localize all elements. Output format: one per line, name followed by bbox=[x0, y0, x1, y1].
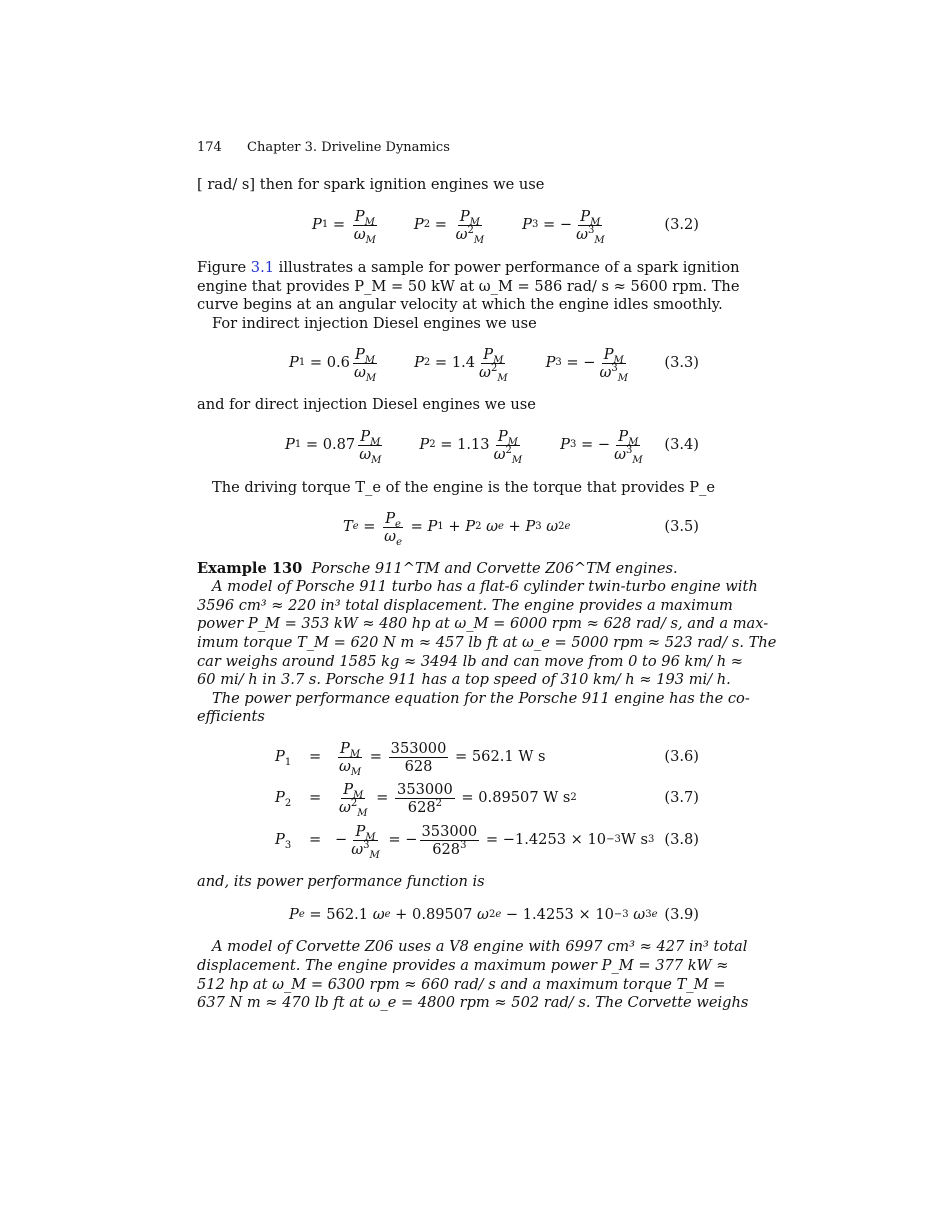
equation-number: (3.7) bbox=[664, 789, 699, 806]
text-line: A model of Corvette Z06 uses a V8 engine with 6997 cm³ ≈ 427 in³ total bbox=[212, 938, 748, 955]
text-line: and, its power performance function is bbox=[197, 873, 485, 890]
equation-3-2: P 1 = $\frac{P_M}{\omega_M}$ P 2 = $\frac{P_M}{\omega^2_M}$ P 3 = − $\frac{P_M}{\omega^3_M}$ (3.2) bbox=[312, 207, 699, 246]
text-line: Figure 3.1 illustrates a sample for power performance of a spark ignition bbox=[197, 259, 740, 276]
equation-number: (3.6) bbox=[664, 748, 699, 765]
text-line: 3596 cm³ ≈ 220 in³ total displacement. The engine provides a maximum bbox=[197, 597, 733, 614]
equation-3-7: $P_2$ = $\frac{P_M}{\omega^2_M}$ = $\frac{353000}{628^2}$ = 0.89507 W s 2 (3.7) bbox=[275, 780, 699, 819]
running-head bbox=[197, 139, 450, 158]
equation-number: (3.2) bbox=[664, 216, 699, 233]
equation-number: (3.4) bbox=[664, 436, 699, 453]
text-line: power P_M = 353 kW ≈ 480 hp at ω_M = 6000 rpm ≈ 628 rad/ s, and a max- bbox=[197, 615, 769, 632]
example-title: Porsche 911^TM and Corvette Z06^TM engines. bbox=[311, 560, 678, 577]
text-line: 512 hp at ω_M = 6300 rpm ≈ 660 rad/ s and a maximum torque T_M = bbox=[197, 976, 726, 993]
text-line: efficients bbox=[197, 708, 265, 725]
equation-3-3: P 1 = 0.6 $\frac{P_M}{\omega_M}$ P 2 = 1.4 $\frac{P_M}{\omega^2_M}$ P 3 = − $\frac{P_M}{\omega^3_M}$ (3.3) bbox=[289, 345, 699, 384]
text-line: displacement. The engine provides a maximum power P_M = 377 kW ≈ bbox=[197, 957, 729, 974]
equation-number: (3.9) bbox=[664, 906, 699, 923]
equation-number: (3.8) bbox=[664, 831, 699, 848]
equation-number: (3.3) bbox=[664, 354, 699, 371]
text-line: imum torque T_M = 620 N m ≈ 457 lb ft at ω_e = 5000 rpm ≈ 523 rad/ s. The bbox=[197, 634, 777, 651]
text-line: engine that provides P_M = 50 kW at ω_M = 586 rad/ s ≈ 5600 rpm. The bbox=[197, 278, 740, 295]
equation-3-5: T e = $\frac{P_e}{\omega_e}$ = P 1 + P 2 ω e + P 3 ω 2 e (3.5) bbox=[343, 509, 699, 548]
equation-3-6: $P_1$ = $\frac{P_M}{\omega_M}$ = $\frac{353000}{628}$ = 562.1 W s (3.6) bbox=[275, 739, 699, 778]
figure-link[interactable]: 3.1 bbox=[250, 259, 275, 276]
equation-number: (3.5) bbox=[664, 518, 699, 535]
text-line: curve begins at an angular velocity at which the engine idles smoothly. bbox=[197, 296, 723, 313]
chapter-title: Chapter 3. Driveline Dynamics bbox=[247, 140, 450, 155]
page-number: 174 bbox=[197, 140, 222, 155]
text-line: For indirect injection Diesel engines we use bbox=[212, 315, 537, 332]
text-line: and for direct injection Diesel engines we use bbox=[197, 396, 536, 413]
text-line: car weighs around 1585 kg ≈ 3494 lb and can move from 0 to 96 km/ h ≈ bbox=[197, 653, 743, 670]
text-line: 60 mi/ h in 3.7 s. Porsche 911 has a top speed of 310 km/ h ≈ 193 mi/ h. bbox=[197, 671, 731, 688]
equation-3-9: P e = 562.1 ω e + 0.89507 ω 2 e − 1.4253 × 10 −3 ω 3 e (3.9) bbox=[289, 905, 699, 923]
equation-3-8: $P_3$ = − $\frac{P_M}{\omega^3_M}$ = − $\frac{353000}{628^3}$ = −1.4253 × 10 −3 W s 3 (3.8) bbox=[275, 822, 699, 861]
text-line: 637 N m ≈ 470 lb ft at ω_e = 4800 rpm ≈ 502 rad/ s. The Corvette weighs bbox=[197, 994, 749, 1011]
example-label: Example 130 bbox=[197, 560, 303, 577]
text-line: The power performance equation for the Porsche 911 engine has the co- bbox=[212, 690, 750, 707]
text-line: A model of Porsche 911 turbo has a flat-6 cylinder twin-turbo engine with bbox=[212, 578, 758, 595]
equation-3-4: P 1 = 0.87 $\frac{P_M}{\omega_M}$ P 2 = 1.13 $\frac{P_M}{\omega^2_M}$ P 3 = − $\frac{P_M}{\omega^3_M}$ (3.4) bbox=[285, 427, 699, 466]
example-heading bbox=[197, 560, 699, 579]
text-line: The driving torque T_e of the engine is the torque that provides P_e bbox=[212, 479, 716, 496]
text-line: [ rad/ s] then for spark ignition engines we use bbox=[197, 176, 545, 193]
